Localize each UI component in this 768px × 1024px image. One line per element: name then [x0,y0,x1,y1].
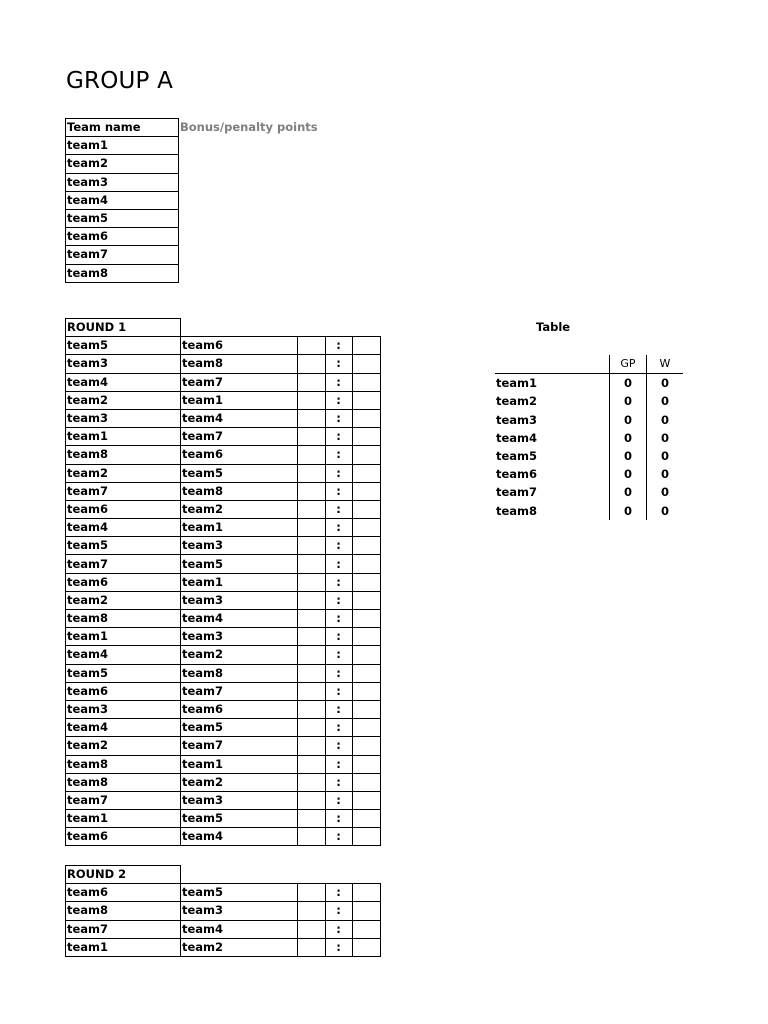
standings-row [495,465,683,483]
standings-w-cell: 0 [647,374,684,393]
score-separator: : [325,573,352,591]
home-team-cell[interactable]: team1 [66,938,181,956]
standings-w-cell: 0 [647,447,684,465]
score-separator: : [325,591,352,609]
standings-team-header [495,355,610,374]
home-score-cell[interactable] [297,591,325,609]
home-score-cell[interactable] [297,700,325,718]
standings-row [495,502,683,520]
score-separator: : [325,902,352,920]
round-header-blank [181,866,298,884]
home-team-cell[interactable]: team6 [66,500,181,518]
away-score-cell[interactable] [352,573,380,591]
away-score-cell[interactable] [352,884,380,902]
home-team-cell[interactable]: team5 [66,664,181,682]
away-score-cell[interactable] [352,391,380,409]
score-separator: : [325,682,352,700]
home-score-cell[interactable] [297,337,325,355]
home-team-cell[interactable]: team2 [66,737,181,755]
away-score-cell[interactable] [352,409,380,427]
standings-team-cell: team5 [496,449,538,464]
standings-gp-cell: 0 [610,374,647,393]
home-team-cell[interactable]: team5 [66,537,181,555]
home-team-cell[interactable]: team2 [66,464,181,482]
home-score-cell[interactable] [297,446,325,464]
match-row [66,446,381,464]
match-row [66,700,381,718]
round-header-blank [181,319,298,337]
standings-team-cell: team4 [496,430,538,445]
away-score-cell[interactable] [352,791,380,809]
home-team-cell[interactable]: team7 [66,482,181,500]
away-team-cell[interactable]: team3 [181,537,298,555]
score-separator: : [325,537,352,555]
home-team-cell[interactable]: team2 [66,591,181,609]
score-separator: : [325,628,352,646]
away-team-cell[interactable]: team4 [181,610,298,628]
home-score-cell[interactable] [297,573,325,591]
home-team-cell[interactable]: team3 [66,409,181,427]
match-row [66,810,381,828]
score-separator: : [325,464,352,482]
away-team-cell[interactable]: team7 [181,373,298,391]
match-row [66,409,381,427]
home-score-cell[interactable] [297,409,325,427]
team-name-cell[interactable]: team6 [66,228,179,246]
score-separator: : [325,555,352,573]
match-row [66,791,381,809]
round-header-blank [352,866,380,884]
bonus-penalty-label: Bonus/penalty points [180,120,318,134]
away-score-cell[interactable] [352,755,380,773]
home-team-cell[interactable]: team4 [66,373,181,391]
score-separator: : [325,482,352,500]
score-separator: : [325,664,352,682]
home-score-cell[interactable] [297,391,325,409]
round-header-row [66,866,381,884]
home-team-cell[interactable]: team7 [66,920,181,938]
standings-w-cell: 0 [647,502,684,520]
away-score-cell[interactable] [352,482,380,500]
home-team-cell[interactable]: team8 [66,610,181,628]
score-separator: : [325,428,352,446]
away-score-cell[interactable] [352,682,380,700]
home-team-cell[interactable]: team6 [66,884,181,902]
standings-w-cell: 0 [647,465,684,483]
match-row [66,355,381,373]
home-team-cell[interactable]: team3 [66,355,181,373]
match-row [66,555,381,573]
home-score-cell[interactable] [297,519,325,537]
away-team-cell[interactable]: team2 [181,500,298,518]
match-row [66,500,381,518]
standings-gp-cell: 0 [610,411,647,429]
away-score-cell[interactable] [352,773,380,791]
standings-w-cell: 0 [647,483,684,501]
away-score-cell[interactable] [352,537,380,555]
score-separator: : [325,828,352,846]
home-team-cell[interactable]: team4 [66,519,181,537]
away-team-cell[interactable]: team7 [181,682,298,700]
standings-row [495,374,683,393]
away-team-cell[interactable]: team5 [181,555,298,573]
standings-w-header: W [647,355,684,374]
home-team-cell[interactable]: team4 [66,719,181,737]
away-team-cell[interactable]: team1 [181,519,298,537]
away-score-cell[interactable] [352,737,380,755]
score-separator: : [325,337,352,355]
score-separator: : [325,391,352,409]
team-name-cell[interactable]: team2 [66,155,179,173]
home-team-cell[interactable]: team1 [66,810,181,828]
home-team-cell[interactable]: team2 [66,391,181,409]
match-row [66,373,381,391]
away-score-cell[interactable] [352,719,380,737]
standings-team-cell: team7 [496,485,538,500]
away-team-cell[interactable]: team8 [181,482,298,500]
score-separator: : [325,700,352,718]
team-names-header-row [66,119,179,137]
score-separator: : [325,446,352,464]
score-separator: : [325,920,352,938]
home-score-cell[interactable] [297,646,325,664]
away-team-cell[interactable]: team5 [181,810,298,828]
away-team-cell[interactable]: team5 [181,464,298,482]
away-team-cell[interactable]: team2 [181,646,298,664]
away-team-cell[interactable]: team6 [181,700,298,718]
home-team-cell[interactable]: team7 [66,555,181,573]
home-team-cell[interactable]: team8 [66,446,181,464]
home-team-cell[interactable]: team7 [66,791,181,809]
away-team-cell[interactable]: team7 [181,737,298,755]
standings-gp-cell: 0 [610,447,647,465]
standings-row [495,429,683,447]
team-name-cell[interactable]: team7 [66,246,179,264]
away-team-cell[interactable]: team4 [181,828,298,846]
score-separator: : [325,810,352,828]
score-separator: : [325,519,352,537]
home-score-cell[interactable] [297,773,325,791]
home-team-cell[interactable]: team5 [66,337,181,355]
home-score-cell[interactable] [297,355,325,373]
match-row [66,884,381,902]
match-row [66,938,381,956]
standings-row [495,411,683,429]
score-separator: : [325,500,352,518]
score-separator: : [325,737,352,755]
round-header-blank [297,866,325,884]
score-separator: : [325,373,352,391]
match-row [66,646,381,664]
away-team-cell[interactable]: team5 [181,884,298,902]
match-row [66,920,381,938]
match-row [66,591,381,609]
standings-team-cell: team6 [496,467,538,482]
away-score-cell[interactable] [352,428,380,446]
team-name-row [66,228,179,246]
home-team-cell[interactable]: team1 [66,428,181,446]
team-name-row [66,209,179,227]
standings-w-cell: 0 [647,411,684,429]
team-name-row [66,173,179,191]
score-separator: : [325,646,352,664]
home-team-cell[interactable]: team8 [66,902,181,920]
home-score-cell[interactable] [297,791,325,809]
home-score-cell[interactable] [297,755,325,773]
standings-gp-cell: 0 [610,429,647,447]
home-score-cell[interactable] [297,884,325,902]
team-name-cell[interactable]: team8 [66,264,179,282]
away-team-cell[interactable]: team6 [181,446,298,464]
away-score-cell[interactable] [352,519,380,537]
team-name-cell[interactable]: team4 [66,191,179,209]
home-team-cell[interactable]: team1 [66,628,181,646]
score-separator: : [325,355,352,373]
round-header-blank [325,319,352,337]
standings-gp-header: GP [610,355,647,374]
round-header-row [66,319,381,337]
home-score-cell[interactable] [297,537,325,555]
away-score-cell[interactable] [352,591,380,609]
round-1-label[interactable]: ROUND 1 [66,319,181,337]
away-team-cell[interactable]: team4 [181,920,298,938]
home-score-cell[interactable] [297,500,325,518]
team-name-row [66,155,179,173]
score-separator: : [325,791,352,809]
away-score-cell[interactable] [352,938,380,956]
team-name-cell[interactable]: team1 [66,137,179,155]
match-row [66,337,381,355]
score-separator: : [325,719,352,737]
standings-team-cell: team1 [496,376,538,391]
home-score-cell[interactable] [297,373,325,391]
match-row [66,537,381,555]
home-score-cell[interactable] [297,682,325,700]
match-row [66,902,381,920]
round-2-table [65,865,381,957]
home-team-cell[interactable]: team8 [66,773,181,791]
home-team-cell[interactable]: team8 [66,755,181,773]
round-1-table [65,318,381,846]
standings-row [495,483,683,501]
away-score-cell[interactable] [352,700,380,718]
home-score-cell[interactable] [297,482,325,500]
home-score-cell[interactable] [297,737,325,755]
home-score-cell[interactable] [297,555,325,573]
away-team-cell[interactable]: team3 [181,902,298,920]
home-score-cell[interactable] [297,610,325,628]
away-team-cell[interactable]: team6 [181,337,298,355]
home-team-cell[interactable]: team6 [66,573,181,591]
team-name-row [66,191,179,209]
home-score-cell[interactable] [297,719,325,737]
match-row [66,737,381,755]
standings-header-row [495,355,683,374]
team-name-row [66,264,179,282]
away-team-cell[interactable]: team1 [181,391,298,409]
page-title: GROUP A [66,68,174,94]
team-name-cell[interactable]: team3 [66,173,179,191]
standings-table [495,355,683,520]
home-score-cell[interactable] [297,628,325,646]
standings-team-cell: team2 [496,394,538,409]
away-team-cell[interactable]: team5 [181,719,298,737]
home-score-cell[interactable] [297,938,325,956]
match-row [66,664,381,682]
away-score-cell[interactable] [352,446,380,464]
standings-w-cell: 0 [647,392,684,410]
home-score-cell[interactable] [297,810,325,828]
away-team-cell[interactable]: team8 [181,664,298,682]
away-team-cell[interactable]: team1 [181,755,298,773]
standings-row [495,392,683,410]
match-row [66,828,381,846]
standings-title: Table [536,320,571,334]
team-name-cell[interactable]: team5 [66,209,179,227]
match-row [66,428,381,446]
away-score-cell[interactable] [352,664,380,682]
home-team-cell[interactable]: team3 [66,700,181,718]
away-score-cell[interactable] [352,355,380,373]
away-score-cell[interactable] [352,337,380,355]
team-names-table [65,118,179,283]
match-row [66,391,381,409]
away-team-cell[interactable]: team8 [181,355,298,373]
away-team-cell[interactable]: team3 [181,628,298,646]
team-name-row [66,246,179,264]
away-team-cell[interactable]: team7 [181,428,298,446]
away-score-cell[interactable] [352,628,380,646]
match-row [66,482,381,500]
standings-gp-cell: 0 [610,465,647,483]
standings-gp-cell: 0 [610,483,647,501]
away-score-cell[interactable] [352,555,380,573]
home-team-cell[interactable]: team4 [66,646,181,664]
match-row [66,773,381,791]
score-separator: : [325,884,352,902]
match-row [66,682,381,700]
away-team-cell[interactable]: team3 [181,791,298,809]
standings-gp-cell: 0 [610,502,647,520]
standings-team-cell: team3 [496,412,538,427]
away-score-cell[interactable] [352,464,380,482]
away-team-cell[interactable]: team2 [181,938,298,956]
away-score-cell[interactable] [352,828,380,846]
away-score-cell[interactable] [352,373,380,391]
home-score-cell[interactable] [297,920,325,938]
match-row [66,610,381,628]
match-row [66,719,381,737]
away-score-cell[interactable] [352,500,380,518]
match-row [66,628,381,646]
home-team-cell[interactable]: team6 [66,828,181,846]
home-score-cell[interactable] [297,664,325,682]
score-separator: : [325,773,352,791]
away-team-cell[interactable]: team2 [181,773,298,791]
match-row [66,519,381,537]
score-separator: : [325,755,352,773]
home-score-cell[interactable] [297,464,325,482]
home-score-cell[interactable] [297,428,325,446]
score-separator: : [325,610,352,628]
home-team-cell[interactable]: team6 [66,682,181,700]
away-score-cell[interactable] [352,610,380,628]
home-score-cell[interactable] [297,902,325,920]
match-row [66,573,381,591]
score-separator: : [325,409,352,427]
round-header-blank [352,319,380,337]
away-score-cell[interactable] [352,920,380,938]
away-score-cell[interactable] [352,810,380,828]
away-score-cell[interactable] [352,902,380,920]
away-score-cell[interactable] [352,646,380,664]
round-2-label[interactable]: ROUND 2 [66,866,181,884]
round-header-blank [325,866,352,884]
away-team-cell[interactable]: team4 [181,409,298,427]
team-name-header[interactable]: Team name [66,119,179,137]
away-team-cell[interactable]: team3 [181,591,298,609]
team-name-row [66,137,179,155]
standings-gp-cell: 0 [610,392,647,410]
match-row [66,464,381,482]
home-score-cell[interactable] [297,828,325,846]
away-team-cell[interactable]: team1 [181,573,298,591]
match-row [66,755,381,773]
round-header-blank [297,319,325,337]
score-separator: : [325,938,352,956]
standings-team-cell: team8 [496,503,538,518]
standings-w-cell: 0 [647,429,684,447]
standings-row [495,447,683,465]
